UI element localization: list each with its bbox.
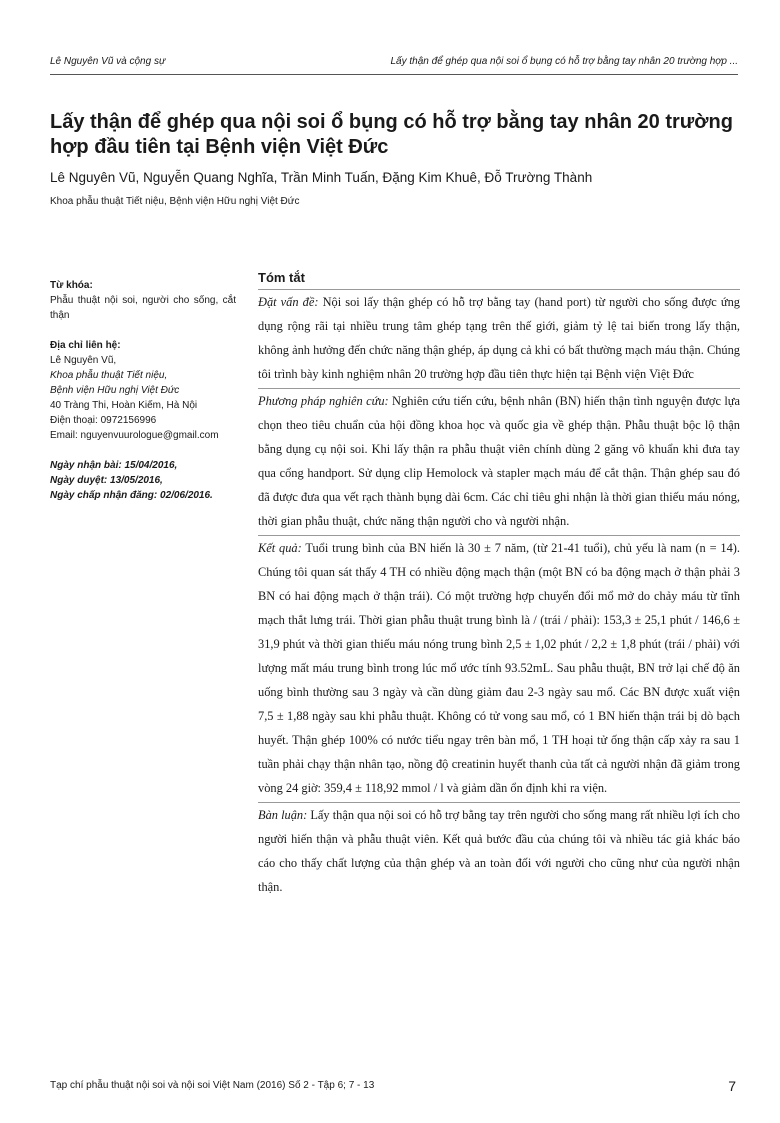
date-accepted: Ngày chấp nhận đăng: 02/06/2016.: [50, 490, 213, 501]
running-header-title: Lấy thận để ghép qua nội soi ổ bụng có hỗ trợ bằng tay nhân 20 trường hợp ...: [390, 56, 738, 67]
contact-address: 40 Tràng Thi, Hoàn Kiếm, Hà Nội: [50, 400, 198, 411]
page-number: 7: [728, 1078, 736, 1094]
contact-name: Lê Nguyên Vũ,: [50, 355, 117, 366]
article-affiliation: Khoa phẫu thuật Tiết niệu, Bệnh viện Hữu nghị Việt Đức: [50, 196, 300, 207]
abstract-title: Tóm tắt: [258, 270, 305, 285]
contact-hospital: Bệnh viện Hữu nghị Việt Đức: [50, 385, 180, 396]
header-rule: [50, 74, 738, 75]
keywords-block: [50, 278, 236, 323]
dates-block: [50, 458, 236, 503]
section-lead: Phương pháp nghiên cứu:: [258, 394, 389, 408]
article-title: Lấy thận để ghép qua nội soi ổ bụng có hỗ trợ bằng tay nhân 20 trường hợp đầu tiên tại Bệnh viện Việt Đức: [50, 111, 733, 158]
date-reviewed: Ngày duyệt: 13/05/2016,: [50, 475, 163, 486]
contact-label: Địa chỉ liên hệ:: [50, 340, 121, 351]
running-header-authors: Lê Nguyên Vũ và cộng sự: [50, 56, 166, 67]
abstract-methods: [258, 389, 740, 533]
keywords-label: Từ khóa:: [50, 280, 93, 291]
journal-citation: Tạp chí phẫu thuật nội soi và nội soi Việt Nam (2016) Số 2 - Tập 6; 7 - 13: [50, 1080, 375, 1091]
section-text: Tuổi trung bình của BN hiến là 30 ± 7 năm, (từ 21-41 tuổi), chủ yếu là nam (n = 14). Chúng tôi quan sát thấy 4 TH có nhiều động mạch thận (một BN có ba động mạch ở thận phải 3 BN có hai động mạch ở thận trái). Có một trường hợp chuyển đổi mổ mở do chảy máu từ tĩnh mạch thắt lưng trái. Thời gian phẫu thuật trung bình là / (trái / phải): 153,3 ± 25,1 phút / 146,6 ± 31,9 phút và thời gian thiếu máu nóng trung bình 2,5 ± 1,02 phút / 2,2 ± 1,8 phút (trái / phải) với lượng mất máu trung bình trong lúc mổ ước tính 93.52mL. Sau phẫu thuật, BN trở lại chế độ ăn uống bình thường sau 3 ngày và cần dùng giảm đau 2-3 ngày sau mổ. Các BN được xuất viện 7,5 ± 1,88 ngày sau khi phẫu thuật. Không có tử vong sau mổ, có 1 BN hiến thận trái bị dò bạch huyết. Thận ghép 100% có nước tiểu ngay trên bàn mổ, 1 TH hoại tử ống thận cấp xảy ra sau 1 tuần phải chạy thận nhân tạo, nồng độ creatinin huyết thanh của tất cả người nhận đã giảm trong vòng 24 giờ: 359,4 ± 118,92 mmol / l và giảm dần ổn định khi ra viện.: [258, 541, 740, 795]
contact-block: [50, 338, 236, 443]
abstract-results: [258, 536, 740, 800]
date-received: Ngày nhận bài: 15/04/2016,: [50, 460, 178, 471]
article-authors: Lê Nguyên Vũ, Nguyễn Quang Nghĩa, Trần Minh Tuấn, Đặng Kim Khuê, Đỗ Trường Thành: [50, 170, 593, 185]
running-header: [50, 56, 738, 70]
section-text: Nội soi lấy thận ghép có hỗ trợ bằng tay (hand port) từ người cho sống được ứng dụng rộng rãi tại nhiều trung tâm ghép tạng trên thế giới, giảm tỷ lệ tai biến trong lấy thận, không ảnh hưởng đến chức năng thận ghép, áp dụng cả khi có bất thường mạch máu thận. Chúng tôi trình bày kinh nghiệm nhân 20 trường hợp đầu tiên thực hiện tại Bệnh viện Việt Đức: [258, 295, 740, 381]
section-text: Lấy thận qua nội soi có hỗ trợ bằng tay trên người cho sống mang rất nhiều lợi ích cho người hiến thận và phẫu thuật viên. Kết quả bước đầu của chúng tôi và nhiều tác giả khác báo cáo cho thấy chất lượng của thận ghép và an toàn đối với người cho cũng như của người nhận thận.: [258, 808, 740, 894]
section-lead: Kết quả:: [258, 541, 302, 555]
abstract-background: [258, 290, 740, 386]
abstract-discussion: [258, 803, 740, 899]
abstract: [258, 270, 740, 899]
section-text: Nghiên cứu tiến cứu, bệnh nhân (BN) hiến thận tình nguyện được lựa chọn theo tiêu chuẩn của hội đồng khoa học và quốc gia về ghép thận. Phẫu thuật bộc lộ thận bằng dụng cụ nội soi. Khi lấy thận ra phẫu thuật viên chính dùng 2 găng vô khuẩn khi đưa tay qua cổng handport. Sử dụng clip Hemolock và stapler mạch máu để cắt thận. Thận ghép sau đó đã được đưa qua vết rạch thành bụng dài 6cm. Các chỉ tiêu ghi nhận là thời gian thiếu máu nóng, thời gian phẫu thuật, chức năng thận người cho và người nhận.: [258, 394, 740, 528]
keywords-text: Phẫu thuật nội soi, người cho sống, cắt thận: [50, 295, 236, 321]
article-sidebar: [50, 278, 236, 518]
section-lead: Bàn luận:: [258, 808, 308, 822]
contact-email: Email: nguyenvuurologue@gmail.com: [50, 430, 219, 441]
contact-department: Khoa phẫu thuật Tiết niệu,: [50, 370, 168, 381]
contact-phone: Điện thoại: 0972156996: [50, 415, 157, 426]
section-lead: Đặt vấn đề:: [258, 295, 319, 309]
